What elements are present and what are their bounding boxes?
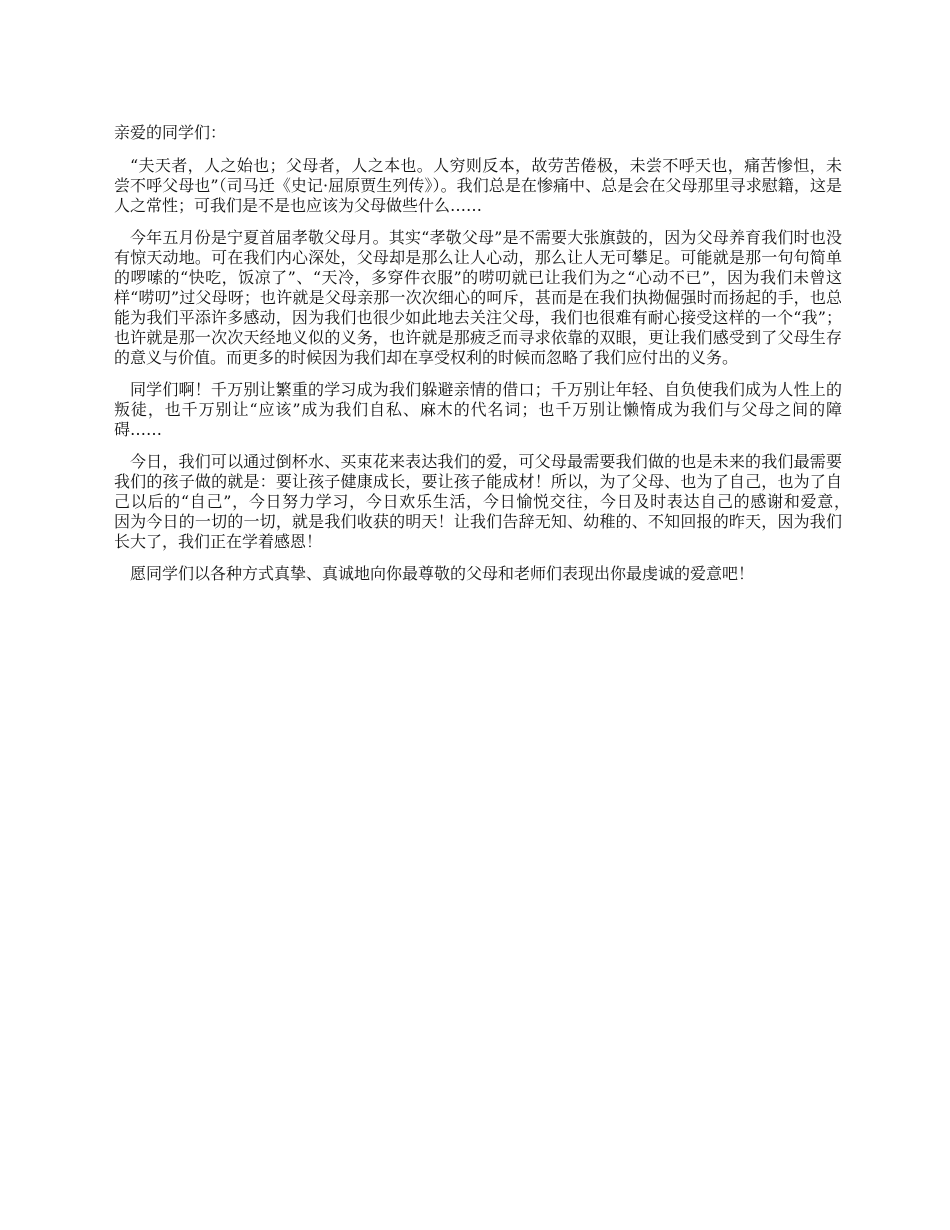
paragraph-today: 今日，我们可以通过倒杯水、买束花来表达我们的爱，可父母最需要我们做的也是未来的我们最需要我们的孩子做的就是：要让孩子健康成长，要让孩子能成材！所以，为了父母、也为了自己，也为了自己以后的“自己”，今日努力学习，今日欢乐生活，今日愉悦交往，今日及时表达自己的感谢和爱意， 因为今日的一切的一切，就是我们收获的明天！让我们告辞无知、幼稚的、不知回报的昨天，因为我们长大了，我们正在学着感恩！	[114, 452, 875, 551]
document-page	[114, 122, 875, 596]
paragraph-quote: “夫天者，人之始也；父母者，人之本也。人穷则反本，故劳苦倦极，未尝不呼天也，痛苦惨怛，未尝不呼父母也”（司马迁《史记·屈原贾生列传》）。我们总是在惨痛中、总是会在父母那里寻求慰籍，这是人之常性；可我们是不是也应该为父母做些什么……	[114, 156, 842, 215]
paragraph-appeal: 同学们啊！千万别让繁重的学习成为我们躲避亲情的借口；千万别让年轻、自负使我们成为人性上的叛徒，也千万别让“应该”成为我们自私、麻木的代名词；也千万别让懒惰成为我们与父母之间的障碍……	[114, 380, 842, 439]
salutation: 亲爱的同学们：	[114, 123, 227, 142]
paragraph-filial-month: 今年五月份是宁夏首届孝敬父母月。其实“孝敬父母”是不需要大张旗鼓的，因为父母养育我们时也没有惊天动地。可在我们内心深处，父母却是那么让人心动，那么让人无可攀足。可能就是那一句句简单的啰嗦的“快吃，饭凉了”、“天冷，多穿件衣服”的唠叨就已让我们为之“心动不已”，因为我们未曾这样“唠叨”过父母呀；也许就是父母亲那一次次细心的呵斥，甚而是在我们执拗倔强时而扬起的手，也总能为我们平添许多感动，因为我们也很少如此地去关注父母，我们也很难有耐心接受这样的一个“我”；也许就是那一次次天经地义似的义务，也许就是那疲乏而寻求依靠的双眼，更让我们感受到了父母生存的意义与价值。而更多的时候因为我们却在享受权利的时候而忽略了我们应付出的义务。	[114, 228, 842, 367]
paragraph-closing: 愿同学们以各种方式真挚、真诚地向你最尊敬的父母和老师们表现出你最虔诚的爱意吧！	[130, 564, 755, 583]
